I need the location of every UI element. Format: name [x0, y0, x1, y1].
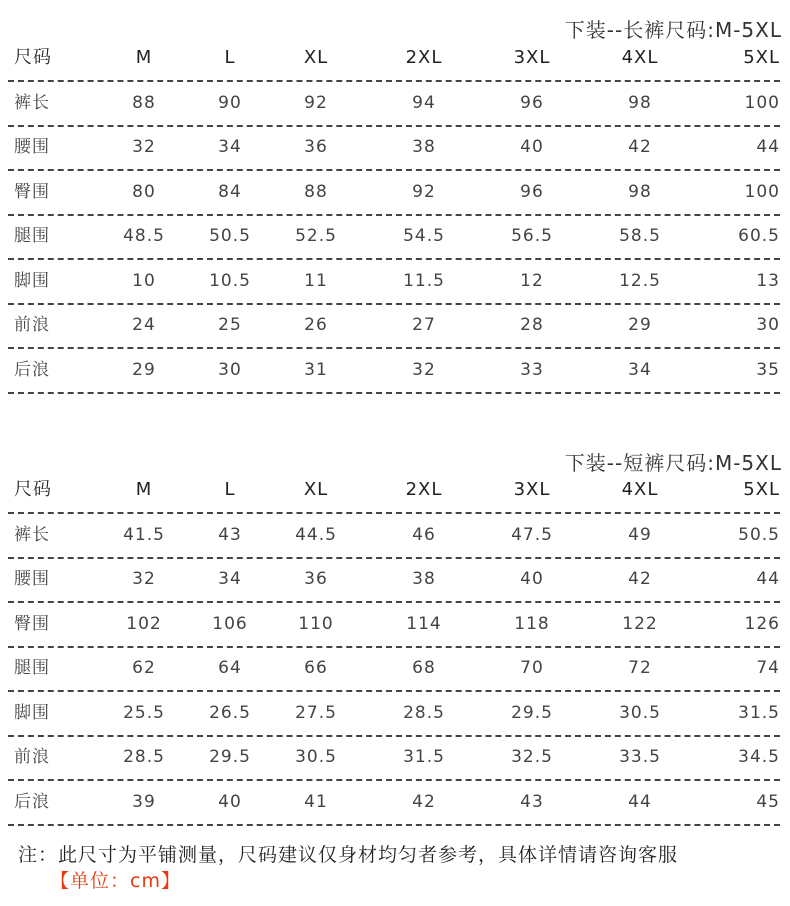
header-size-xl: XL	[303, 479, 329, 500]
table-cell: 25.5	[123, 703, 165, 723]
shorts-table-title: 下装--短裤尺码:M-5XL	[564, 451, 782, 475]
table-cell: 66	[304, 658, 328, 678]
table-row	[8, 81, 780, 127]
table-cell: 43	[520, 792, 544, 812]
table-cell: 28	[520, 315, 544, 335]
header-size-xl: XL	[303, 47, 329, 68]
header-size-3xl: 3XL	[513, 479, 551, 500]
table-cell: 29.5	[511, 703, 553, 723]
table-header-row	[8, 468, 780, 514]
header-size-l: L	[224, 47, 236, 68]
table-cell: 34	[628, 360, 652, 380]
table-cell: 58.5	[619, 226, 661, 246]
table-cell: 52.5	[295, 226, 337, 246]
table-cell: 29	[628, 315, 652, 335]
table-cell: 45	[756, 792, 780, 812]
table-cell: 39	[132, 792, 156, 812]
table-cell: 11	[304, 271, 328, 291]
table-cell: 33.5	[619, 747, 661, 767]
table-cell: 92	[304, 93, 328, 113]
table-row	[8, 259, 780, 305]
table-cell: 47.5	[511, 525, 553, 545]
table-cell: 88	[304, 182, 328, 202]
table-cell: 31.5	[403, 747, 445, 767]
header-size-m: M	[135, 479, 153, 500]
header-size-5xl: 5XL	[743, 479, 780, 500]
row-label: 前浪	[14, 747, 50, 767]
unit-note: 【单位：cm】	[50, 870, 181, 892]
table-cell: 42	[628, 569, 652, 589]
table-cell: 36	[304, 137, 328, 157]
table-row	[8, 125, 780, 171]
table-cell: 44.5	[295, 525, 337, 545]
table-cell: 94	[412, 93, 436, 113]
table-cell: 11.5	[403, 271, 445, 291]
table-cell: 40	[520, 137, 544, 157]
row-label: 腿围	[14, 226, 50, 246]
table-cell: 26	[304, 315, 328, 335]
table-cell: 25	[218, 315, 242, 335]
table-cell: 40	[218, 792, 242, 812]
table-cell: 106	[212, 614, 248, 634]
table-cell: 31.5	[738, 703, 780, 723]
table-cell: 84	[218, 182, 242, 202]
table-cell: 98	[628, 93, 652, 113]
row-label: 后浪	[14, 360, 50, 380]
table-cell: 74	[756, 658, 780, 678]
table-cell: 12	[520, 271, 544, 291]
table-cell: 40	[520, 569, 544, 589]
table-cell: 70	[520, 658, 544, 678]
table-cell: 32	[412, 360, 436, 380]
table-row	[8, 780, 780, 826]
table-cell: 54.5	[403, 226, 445, 246]
header-size-4xl: 4XL	[621, 479, 659, 500]
table-cell: 126	[744, 614, 780, 634]
row-label: 裤长	[14, 525, 50, 545]
table-cell: 41	[304, 792, 328, 812]
table-cell: 30	[218, 360, 242, 380]
table-row	[8, 513, 780, 559]
table-row	[8, 303, 780, 349]
table-cell: 30	[756, 315, 780, 335]
row-label: 腰围	[14, 569, 50, 589]
row-label: 臀围	[14, 614, 50, 634]
table-cell: 49	[628, 525, 652, 545]
table-cell: 110	[298, 614, 334, 634]
row-label: 腿围	[14, 658, 50, 678]
table-cell: 42	[412, 792, 436, 812]
table-cell: 50.5	[209, 226, 251, 246]
row-label: 脚围	[14, 271, 50, 291]
table-cell: 13	[756, 271, 780, 291]
row-label: 裤长	[14, 93, 50, 113]
table-cell: 27	[412, 315, 436, 335]
table-cell: 28.5	[403, 703, 445, 723]
header-size-m: M	[135, 47, 153, 68]
table-row	[8, 602, 780, 648]
table-cell: 38	[412, 569, 436, 589]
table-cell: 42	[628, 137, 652, 157]
table-cell: 92	[412, 182, 436, 202]
table-cell: 96	[520, 93, 544, 113]
table-cell: 10	[132, 271, 156, 291]
table-cell: 34	[218, 137, 242, 157]
table-cell: 50.5	[738, 525, 780, 545]
table-cell: 100	[744, 182, 780, 202]
table-cell: 56.5	[511, 226, 553, 246]
table-cell: 41.5	[123, 525, 165, 545]
table-cell: 33	[520, 360, 544, 380]
table-cell: 10.5	[209, 271, 251, 291]
table-cell: 60.5	[738, 226, 780, 246]
table-cell: 44	[756, 137, 780, 157]
row-label: 腰围	[14, 137, 50, 157]
table-cell: 122	[622, 614, 658, 634]
table-cell: 62	[132, 658, 156, 678]
table-cell: 88	[132, 93, 156, 113]
table-row	[8, 348, 780, 394]
table-cell: 32	[132, 569, 156, 589]
header-size-4xl: 4XL	[621, 47, 659, 68]
table-cell: 35	[756, 360, 780, 380]
row-label: 前浪	[14, 315, 50, 335]
table-cell: 34	[218, 569, 242, 589]
table-cell: 32.5	[511, 747, 553, 767]
table-cell: 44	[628, 792, 652, 812]
table-cell: 26.5	[209, 703, 251, 723]
table-cell: 102	[126, 614, 162, 634]
table-row	[8, 691, 780, 737]
table-cell: 100	[744, 93, 780, 113]
row-label: 臀围	[14, 182, 50, 202]
table-cell: 118	[514, 614, 550, 634]
table-cell: 68	[412, 658, 436, 678]
table-row	[8, 557, 780, 603]
header-size-2xl: 2XL	[405, 479, 443, 500]
table-cell: 36	[304, 569, 328, 589]
table-cell: 27.5	[295, 703, 337, 723]
header-size-l: L	[224, 479, 236, 500]
header-size-3xl: 3XL	[513, 47, 551, 68]
header-size-5xl: 5XL	[743, 47, 780, 68]
table-cell: 114	[406, 614, 442, 634]
table-cell: 32	[132, 137, 156, 157]
table-cell: 48.5	[123, 226, 165, 246]
table-cell: 29.5	[209, 747, 251, 767]
table-cell: 34.5	[738, 747, 780, 767]
table-cell: 80	[132, 182, 156, 202]
table-cell: 72	[628, 658, 652, 678]
table-cell: 31	[304, 360, 328, 380]
long-pants-table-title: 下装--长裤尺码:M-5XL	[564, 18, 782, 42]
header-size-label: 尺码	[14, 47, 52, 68]
header-size-label: 尺码	[14, 479, 52, 500]
table-cell: 28.5	[123, 747, 165, 767]
table-cell: 30.5	[619, 703, 661, 723]
row-label: 脚围	[14, 703, 50, 723]
header-size-2xl: 2XL	[405, 47, 443, 68]
table-cell: 44	[756, 569, 780, 589]
table-row	[8, 170, 780, 216]
table-cell: 30.5	[295, 747, 337, 767]
row-label: 后浪	[14, 792, 50, 812]
table-row	[8, 735, 780, 781]
table-cell: 98	[628, 182, 652, 202]
table-header-row	[8, 36, 780, 82]
table-cell: 90	[218, 93, 242, 113]
table-cell: 64	[218, 658, 242, 678]
table-cell: 12.5	[619, 271, 661, 291]
table-cell: 24	[132, 315, 156, 335]
measurement-footnote: 注：此尺寸为平铺测量，尺码建议仅身材均匀者参考，具体详情请咨询客服	[18, 844, 679, 866]
table-cell: 38	[412, 137, 436, 157]
table-cell: 96	[520, 182, 544, 202]
table-row	[8, 646, 780, 692]
table-cell: 29	[132, 360, 156, 380]
table-cell: 46	[412, 525, 436, 545]
table-cell: 43	[218, 525, 242, 545]
table-row	[8, 214, 780, 260]
